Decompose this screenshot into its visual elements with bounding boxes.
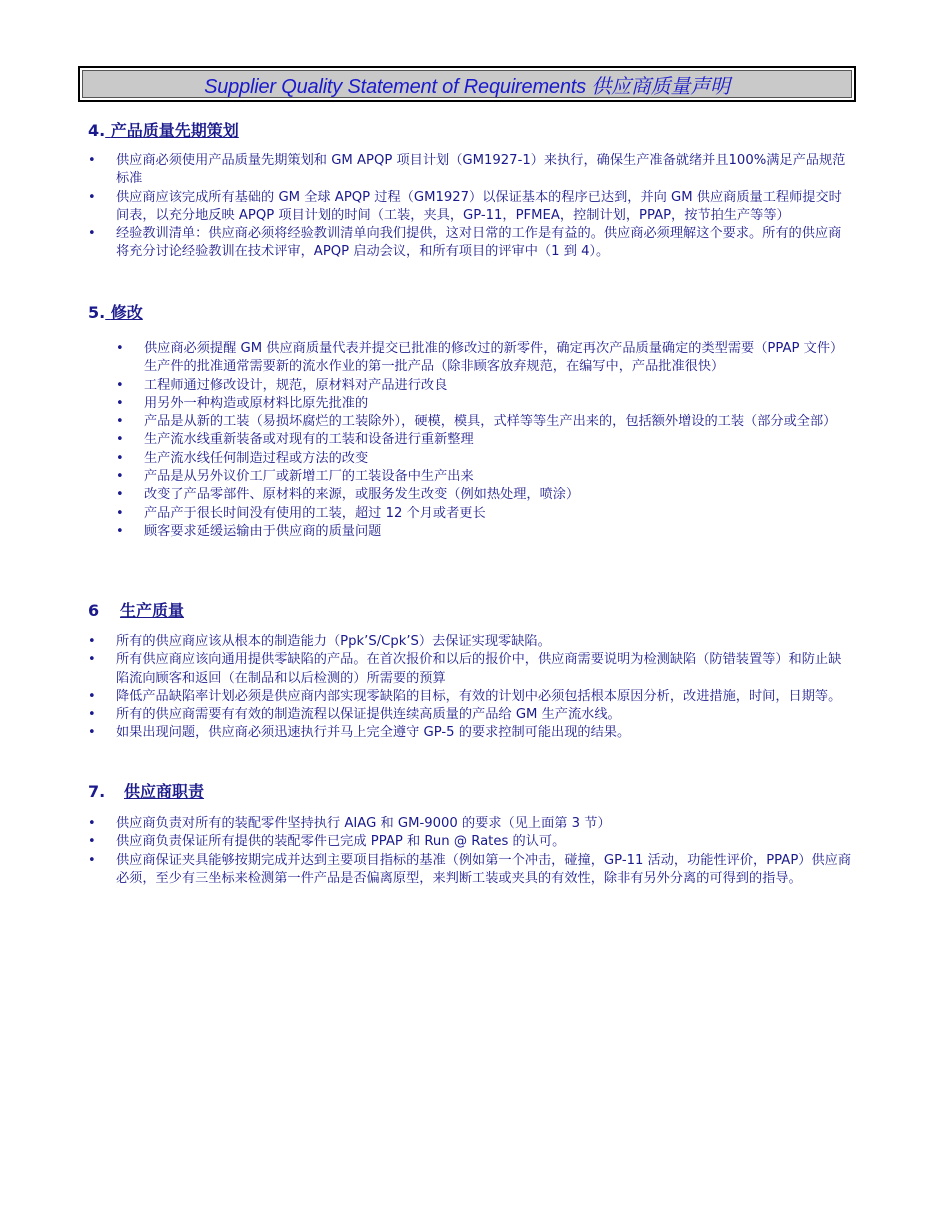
list-item: • 供应商负责对所有的装配零件坚持执行 AIAG 和 GM-9000 的要求（见上面第 3 节） bbox=[88, 815, 852, 833]
list-item: • 供应商必须提醒 GM 供应商质量代表并提交已批准的修改过的新零件，确定再次产品质量确定的类型需要（PPAP 文件）生产件的批准通常需要新的流水作业的第一批产品（除非顾客放弃规范，在编写中，产品批准很快） bbox=[116, 340, 852, 377]
document-title: Supplier Quality Statement of Requirements 供应商质量声明 bbox=[204, 75, 730, 98]
list-item: • 经验教训清单：供应商必须将经验教训清单向我们提供，这对日常的工作是有益的。供应商必须理解这个要求。所有的供应商将充分讨论经验教训在技术评审，APQP 启动会议，和所有项目的评审中（1 到 4）。 bbox=[88, 225, 852, 262]
list-item: • 降低产品缺陷率计划必须是供应商内部实现零缺陷的目标，有效的计划中必须包括根本原因分析，改进措施，时间，日期等。 bbox=[88, 688, 852, 706]
section-4-heading bbox=[88, 118, 239, 141]
section-title: 产品质量先期策划 bbox=[110, 121, 239, 140]
section-5-list bbox=[116, 340, 852, 541]
section-title: 生产质量 bbox=[120, 601, 185, 620]
section-4-list bbox=[88, 152, 852, 262]
section-title: 修改 bbox=[110, 303, 143, 322]
section-title: 供应商职责 bbox=[124, 782, 205, 801]
list-item: • 生产流水线任何制造过程或方法的改变 bbox=[116, 450, 852, 468]
list-item: • 所有的供应商需要有有效的制造流程以保证提供连续高质量的产品给 GM 生产流水线。 bbox=[88, 706, 852, 724]
section-7-list bbox=[88, 815, 852, 888]
list-item: • 用另外一种构造或原材料比原先批准的 bbox=[116, 395, 852, 413]
list-item: • 产品是从新的工装（易损坏腐烂的工装除外），硬模，模具，式样等等生产出来的，包括额外增设的工装（部分或全部） bbox=[116, 413, 852, 431]
section-number: 4. bbox=[88, 121, 106, 140]
list-item: • 供应商应该完成所有基础的 GM 全球 APQP 过程（GM1927）以保证基本的程序已达到，并向 GM 供应商质量工程师提交时间表，以充分地反映 APQP 项目计划的时间（工装，夹具，GP-11，PFMEA，控制计划，PPAP，按节拍生产等等） bbox=[88, 189, 852, 226]
list-item: • 如果出现问题，供应商必须迅速执行并马上完全遵守 GP-5 的要求控制可能出现的结果。 bbox=[88, 724, 852, 742]
document-title-banner bbox=[78, 66, 856, 102]
section-6-list bbox=[88, 633, 852, 743]
list-item: • 供应商必须使用产品质量先期策划和 GM APQP 项目计划（GM1927-1）来执行，确保生产准备就绪并且100%满足产品规范标准 bbox=[88, 152, 852, 189]
list-item: • 所有的供应商应该从根本的制造能力（Ppk’S/Cpk’S）去保证实现零缺陷。 bbox=[88, 633, 852, 651]
list-item: • 产品是从另外议价工厂或新增工厂的工装设备中生产出来 bbox=[116, 468, 852, 486]
section-5-heading bbox=[88, 300, 143, 323]
list-item: • 产品产于很长时间没有使用的工装，超过 12 个月或者更长 bbox=[116, 505, 852, 523]
list-item: • 工程师通过修改设计，规范，原材料对产品进行改良 bbox=[116, 377, 852, 395]
list-item: • 供应商保证夹具能够按期完成并达到主要项目指标的基准（例如第一个冲击，碰撞，GP-11 活动，功能性评价，PPAP）供应商必须，至少有三坐标来检测第一件产品是否偏离原型，来判断工装或夹具的有效性，除非有另外分离的可得到的指导。 bbox=[88, 852, 852, 889]
list-item: • 顾客要求延缓运输由于供应商的质量问题 bbox=[116, 523, 852, 541]
list-item: • 改变了产品零部件、原材料的来源，或服务发生改变（例如热处理，喷涂） bbox=[116, 486, 852, 504]
list-item: • 所有供应商应该向通用提供零缺陷的产品。在首次报价和以后的报价中，供应商需要说明为检测缺陷（防错装置等）和防止缺陷流向顾客和返回（在制品和以后检测的）所需要的预算 bbox=[88, 651, 852, 688]
section-7-heading bbox=[88, 779, 204, 802]
section-6-heading bbox=[88, 598, 184, 621]
section-number: 6 bbox=[88, 601, 100, 620]
list-item: • 生产流水线重新装备或对现有的工装和设备进行重新整理 bbox=[116, 431, 852, 449]
list-item: • 供应商负责保证所有提供的装配零件已完成 PPAP 和 Run @ Rates 的认可。 bbox=[88, 833, 852, 851]
section-number: 5. bbox=[88, 303, 106, 322]
section-number: 7. bbox=[88, 782, 106, 801]
